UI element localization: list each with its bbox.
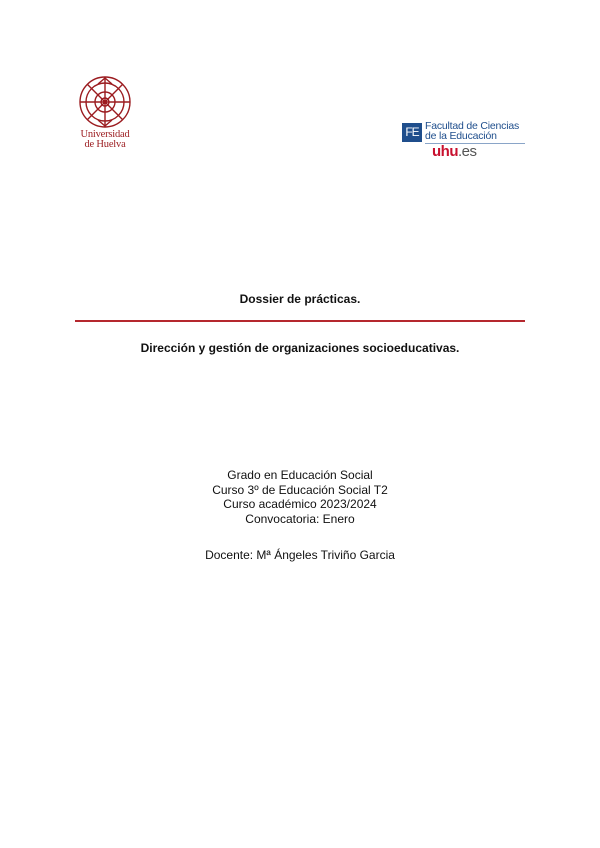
teacher-line: Docente: Mª Ángeles Triviño Garcia: [205, 548, 395, 562]
faculty-badge: FE: [402, 123, 422, 142]
university-name-line2: de Huelva: [84, 139, 126, 150]
course-info: [0, 468, 600, 526]
title-divider: [75, 320, 525, 322]
course-line: Curso 3º de Educación Social T2: [212, 482, 388, 497]
faculty-logo: [402, 121, 532, 163]
uhu-brand-text: uhu: [432, 143, 458, 160]
academic-year-line: Curso académico 2023/2024: [223, 497, 377, 511]
university-wordmark: [70, 130, 140, 150]
faculty-name-line2: de la Educación: [425, 130, 497, 142]
faculty-name: [425, 121, 533, 141]
university-name-line1: Universidad: [80, 129, 130, 140]
subject-title: Dirección y gestión de organizaciones socioeducativas.: [140, 341, 460, 355]
uhu-domain-suffix: .es: [458, 143, 477, 160]
document-title: Dossier de prácticas.: [239, 292, 361, 306]
uhu-web-brand: [432, 144, 477, 160]
call-line: Convocatoria: Enero: [245, 511, 355, 526]
degree-line: Grado en Educación Social: [227, 468, 373, 482]
faculty-name-line1: Facultad de Ciencias: [425, 120, 520, 132]
university-seal-icon: [78, 74, 132, 130]
university-logo: [70, 74, 140, 160]
